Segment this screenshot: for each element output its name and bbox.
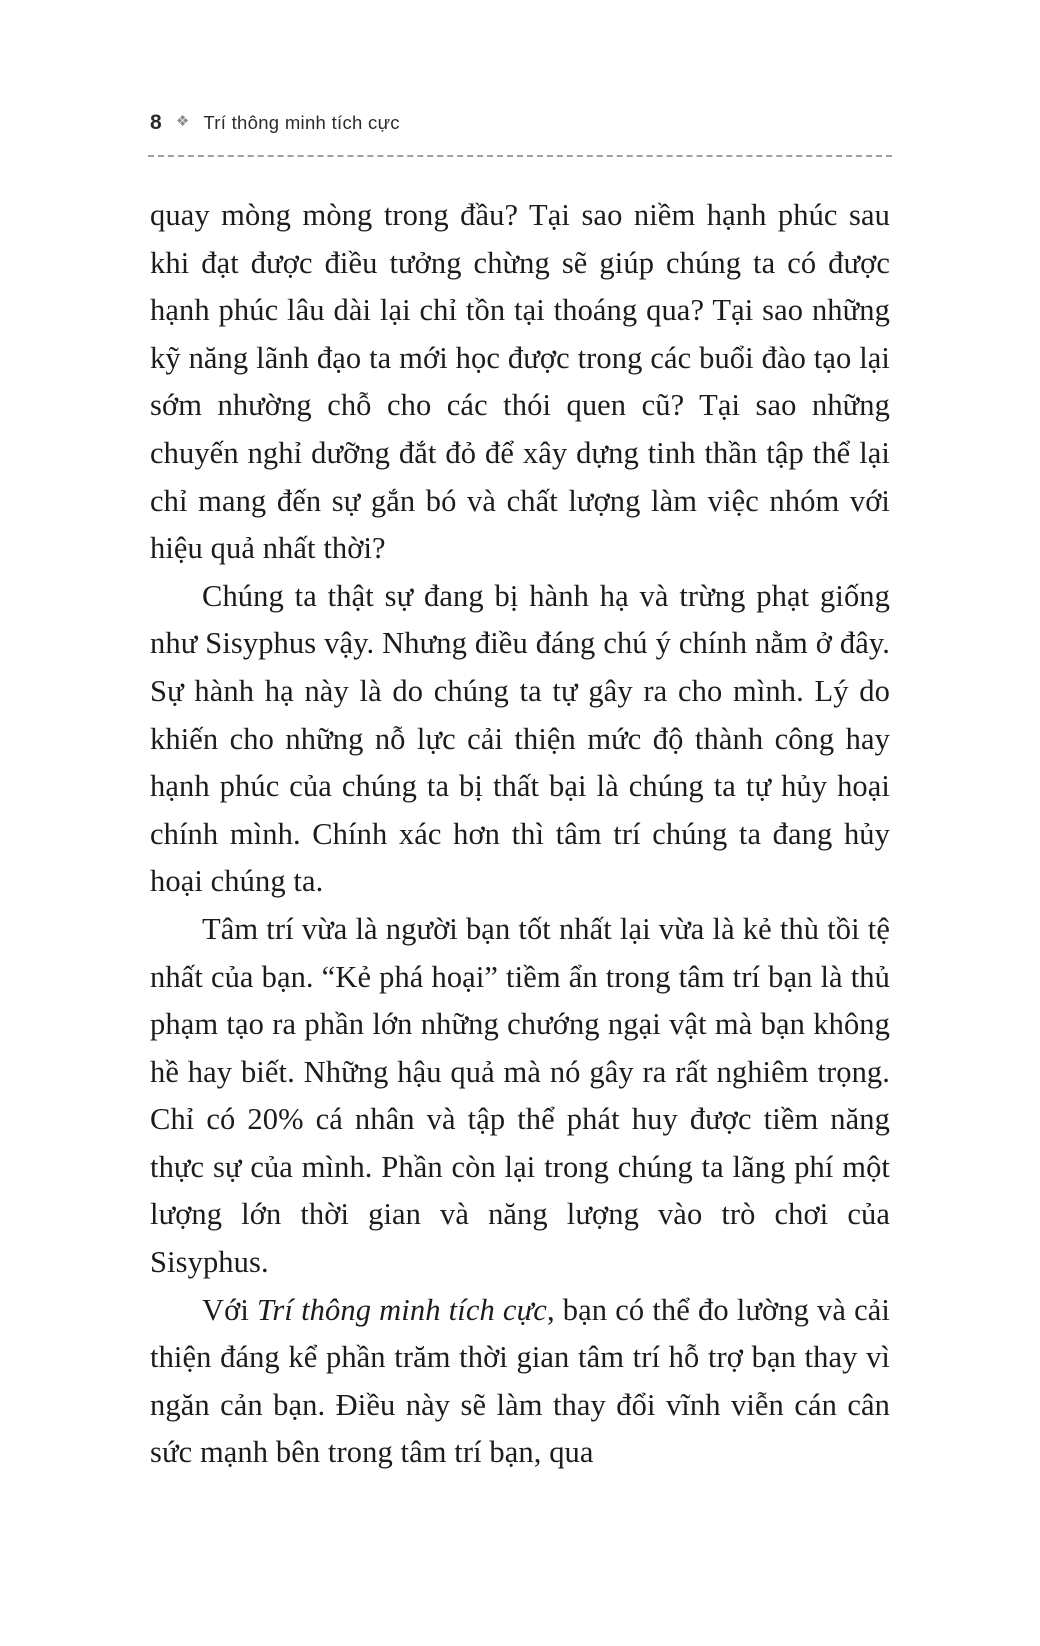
body-text bbox=[150, 192, 890, 1477]
paragraph-4-rest: , bạn có thể đo lường và cải thiện đáng kể phần trăm thời gian tâm trí hỗ trợ bạn thay vì ngăn cản bạn. Điều này sẽ làm thay đổi vĩnh viễn cán cân sức mạnh bên trong tâm trí bạn, qua bbox=[150, 1292, 890, 1470]
page-number: 8 bbox=[150, 111, 162, 134]
paragraph-2: Chúng ta thật sự đang bị hành hạ và trừng phạt giống như Sisyphus vậy. Nhưng điều đáng chú ý chính nằm ở đây. Sự hành hạ này là do chúng ta tự gây ra cho mình. Lý do khiến cho những nỗ lực cải thiện mức độ thành công hay hạnh phúc của chúng ta bị thất bại là chúng ta tự hủy hoại chính mình. Chính xác hơn thì tâm trí chúng ta đang hủy hoại chúng ta. bbox=[150, 578, 890, 899]
diamond-ornament-icon: ❖ bbox=[175, 113, 190, 130]
book-title-italic: Trí thông minh tích cực bbox=[257, 1292, 547, 1327]
paragraph-4 bbox=[150, 1287, 890, 1477]
header-divider bbox=[148, 155, 892, 157]
paragraph-1: quay mòng mòng trong đầu? Tại sao niềm hạnh phúc sau khi đạt được điều tưởng chừng sẽ giúp chúng ta có được hạnh phúc lâu dài lại chỉ tồn tại thoáng qua? Tại sao những kỹ năng lãnh đạo ta mới học được trong các buổi đào tạo lại sớm nhường chỗ cho các thói quen cũ? Tại sao những chuyến nghỉ dưỡng đắt đỏ để xây dựng tinh thần tập thể lại chỉ mang đến sự gắn bó và chất lượng làm việc nhóm với hiệu quả nhất thời? bbox=[150, 198, 890, 566]
paragraph-4-lead: Với bbox=[202, 1292, 258, 1327]
running-head bbox=[150, 108, 890, 138]
running-head-title: Trí thông minh tích cực bbox=[203, 112, 400, 133]
paragraph-3: Tâm trí vừa là người bạn tốt nhất lại vừa là kẻ thù tồi tệ nhất của bạn. “Kẻ phá hoại” tiềm ẩn trong tâm trí bạn là thủ phạm tạo ra phần lớn những chướng ngại vật mà bạn không hề hay biết. Những hậu quả mà nó gây ra rất nghiêm trọng. Chỉ có 20% cá nhân và tập thể phát huy được tiềm năng thực sự của mình. Phần còn lại trong chúng ta lãng phí một lượng lớn thời gian và năng lượng vào trò chơi của Sisyphus. bbox=[150, 911, 890, 1280]
